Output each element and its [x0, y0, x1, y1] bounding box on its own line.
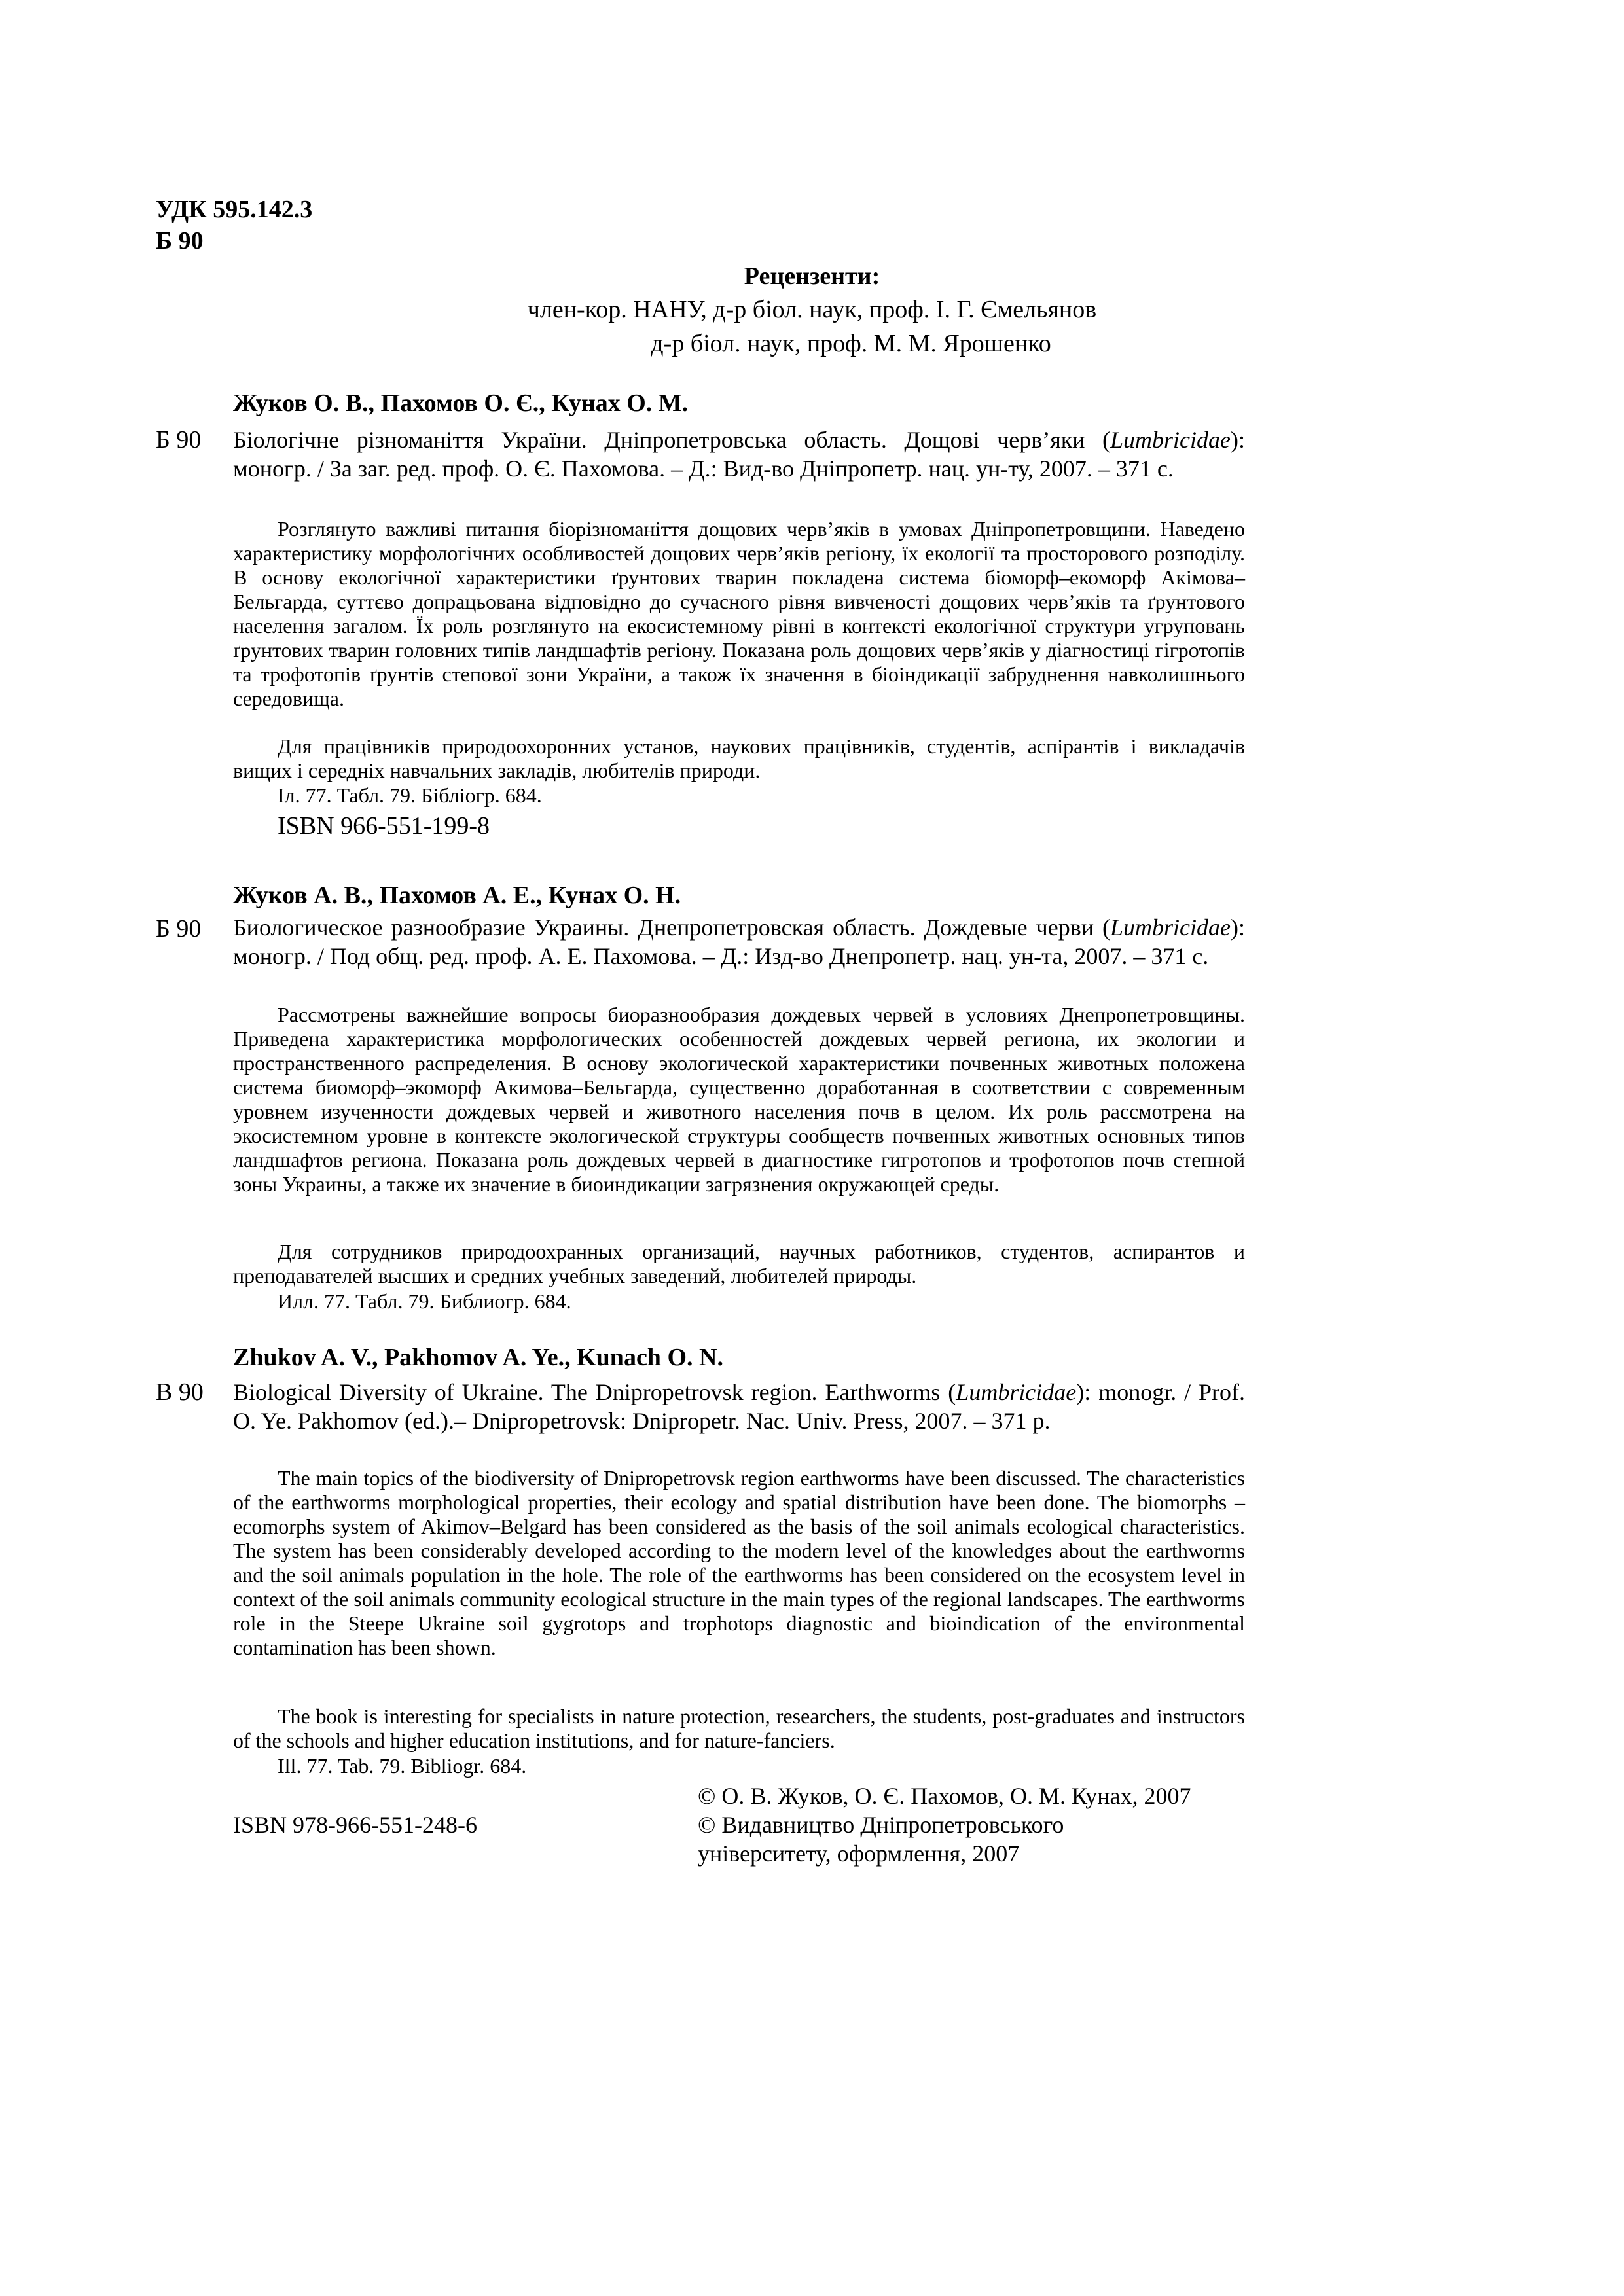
ru-abstract: Рассмотрены важнейшие вопросы биоразнообразия дождевых червей в условиях Днепропетровщины. Приведена характеристика морфологических особенностей дождевых червей региона, их экологии и пространственного распределения. В основу экологической характеристики почвенных животных положена система биоморф–экоморф Акимова–Бельгарда, существенно доработанная в соответствии с современным уровнем изученности дождевых червей и животного населения почв в целом. Их роль рассмотрена на экосистемном уровне в контексте экологической структуры сообществ почвенных животных основных типов ландшафтов региона. Показана роль дождевых червей в диагностике гигротопов и трофотопов почв степной зоны Украины, а также их значение в биоиндикации загрязнения окружающей среды.: [233, 1003, 1245, 1196]
footer-isbn: ISBN 978-966-551-248-6: [233, 1812, 477, 1838]
en-abstract: The main topics of the biodiversity of Dnipropetrovsk region earthworms have been discussed. The characteristics of the earthworms morphological properties, their ecology and spatial distribution have been done. The biomorphs – ecomorphs system of Akimov–Belgard has been considered as the basis of the soil animals ecological characteristics. The system has been considerably developed according to the modern level of the knowledges about the earthworms and the soil animals population in the hole. The role of the earthworms has been considered on the ecosystem level in context of the soil animals community ecological structure in the main types of the regional landscapes. The earthworms role in the Steepe Ukraine soil gygrotops and trophotops diagnostic and bioindication of the environmental contamination has been shown.: [233, 1466, 1245, 1659]
en-title: Biological Diversity of Ukraine. The Dnipropetrovsk region. Earthworms (Lumbricidae): monogr. / Prof. O. Ye. Pakhomov (ed.).– Dnipropetrovsk: Dnipropetr. Nac. Univ. Press, 2007. – 371 p.: [233, 1379, 1245, 1434]
en-catalog-code: B 90: [156, 1378, 204, 1406]
ua-authors: Жуков О. В., Пахомов О. Є., Кунах О. М.: [233, 389, 689, 417]
reviewer-2: д-р біол. наук, проф. М. М. Ярошенко: [651, 330, 1051, 357]
ua-title: Біологічне різноманіття України. Дніпропетровська область. Дощові черв’яки (Lumbricidae): моногр. / За заг. ред. проф. О. Є. Пахомова. – Д.: Вид-во Дніпропетр. нац. ун-ту, 2007. – 371 с.: [233, 427, 1245, 482]
catalog-code-top: Б 90: [156, 227, 204, 255]
ru-catalog-code: Б 90: [156, 915, 202, 942]
en-stats: Ill. 77. Tab. 79. Bibliogr. 684.: [278, 1754, 527, 1778]
ru-audience: Для сотрудников природоохранных организаций, научных работников, студентов, аспирантов и преподавателей высших и средних учебных заведений, любителей природы.: [233, 1240, 1245, 1287]
copyright-publisher: © Видавництво Дніпропетровського: [698, 1812, 1064, 1838]
ua-abstract: Розглянуто важливі питання біорізноманіття дощових черв’яків в умовах Дніпропетровщини. Наведено характеристику морфологічних особливостей дощових черв’яків регіону, їх екології та просторового розподілу. В основу екологічної характеристики ґрунтових тварин покладена система біоморф–екоморф Акімова–Бельгарда, суттєво допрацьована відповідно до сучасного рівня вивченості дощових черв’яків та ґрунтового населення загалом. Їх роль розглянуто на екосистемному рівні в контексті екологічної структури угруповань ґрунтових тварин головних типів ландшафтів регіону. Показана роль дощових черв’яків у діагностиці гігротопів та трофотопів ґрунтів степової зони України, а також їх значення в біоіндикації забруднення навколишнього середовища.: [233, 517, 1245, 710]
copyright-authors: © О. В. Жуков, О. Є. Пахомов, О. М. Кунах, 2007: [698, 1783, 1191, 1809]
copyright-publisher-2: університету, оформлення, 2007: [698, 1840, 1020, 1867]
ua-audience: Для працівників природоохоронних установ, наукових працівників, студентів, аспірантів і викладачів вищих і середніх навчальних закладів, любителів природи.: [233, 734, 1245, 782]
ua-isbn: ISBN 966-551-199-8: [278, 812, 490, 840]
ru-stats: Илл. 77. Табл. 79. Библиогр. 684.: [278, 1289, 571, 1313]
ua-stats: Іл. 77. Табл. 79. Бібліогр. 684.: [278, 783, 542, 807]
ru-authors: Жуков А. В., Пахомов А. Е., Кунах О. Н.: [233, 882, 681, 909]
en-audience: The book is interesting for specialists in nature protection, researchers, the students, post-graduates and instructors of the schools and higher education institutions, and for nature-fanciers.: [233, 1704, 1245, 1752]
ua-catalog-code: Б 90: [156, 426, 202, 454]
udk-code: УДК 595.142.3: [156, 196, 313, 223]
en-authors: Zhukov A. V., Pakhomov A. Ye., Kunach O. N.: [233, 1344, 723, 1371]
reviewers-title: Рецензенти:: [744, 262, 880, 290]
reviewer-1: член-кор. НАНУ, д-р біол. наук, проф. І. Г. Ємельянов: [527, 296, 1097, 323]
ru-title: Биологическое разнообразие Украины. Днепропетровская область. Дождевые черви (Lumbricidae): моногр. / Под общ. ред. проф. А. Е. Пахомова. – Д.: Изд-во Днепропетр. нац. ун-та, 2007. – 371 с.: [233, 914, 1245, 969]
